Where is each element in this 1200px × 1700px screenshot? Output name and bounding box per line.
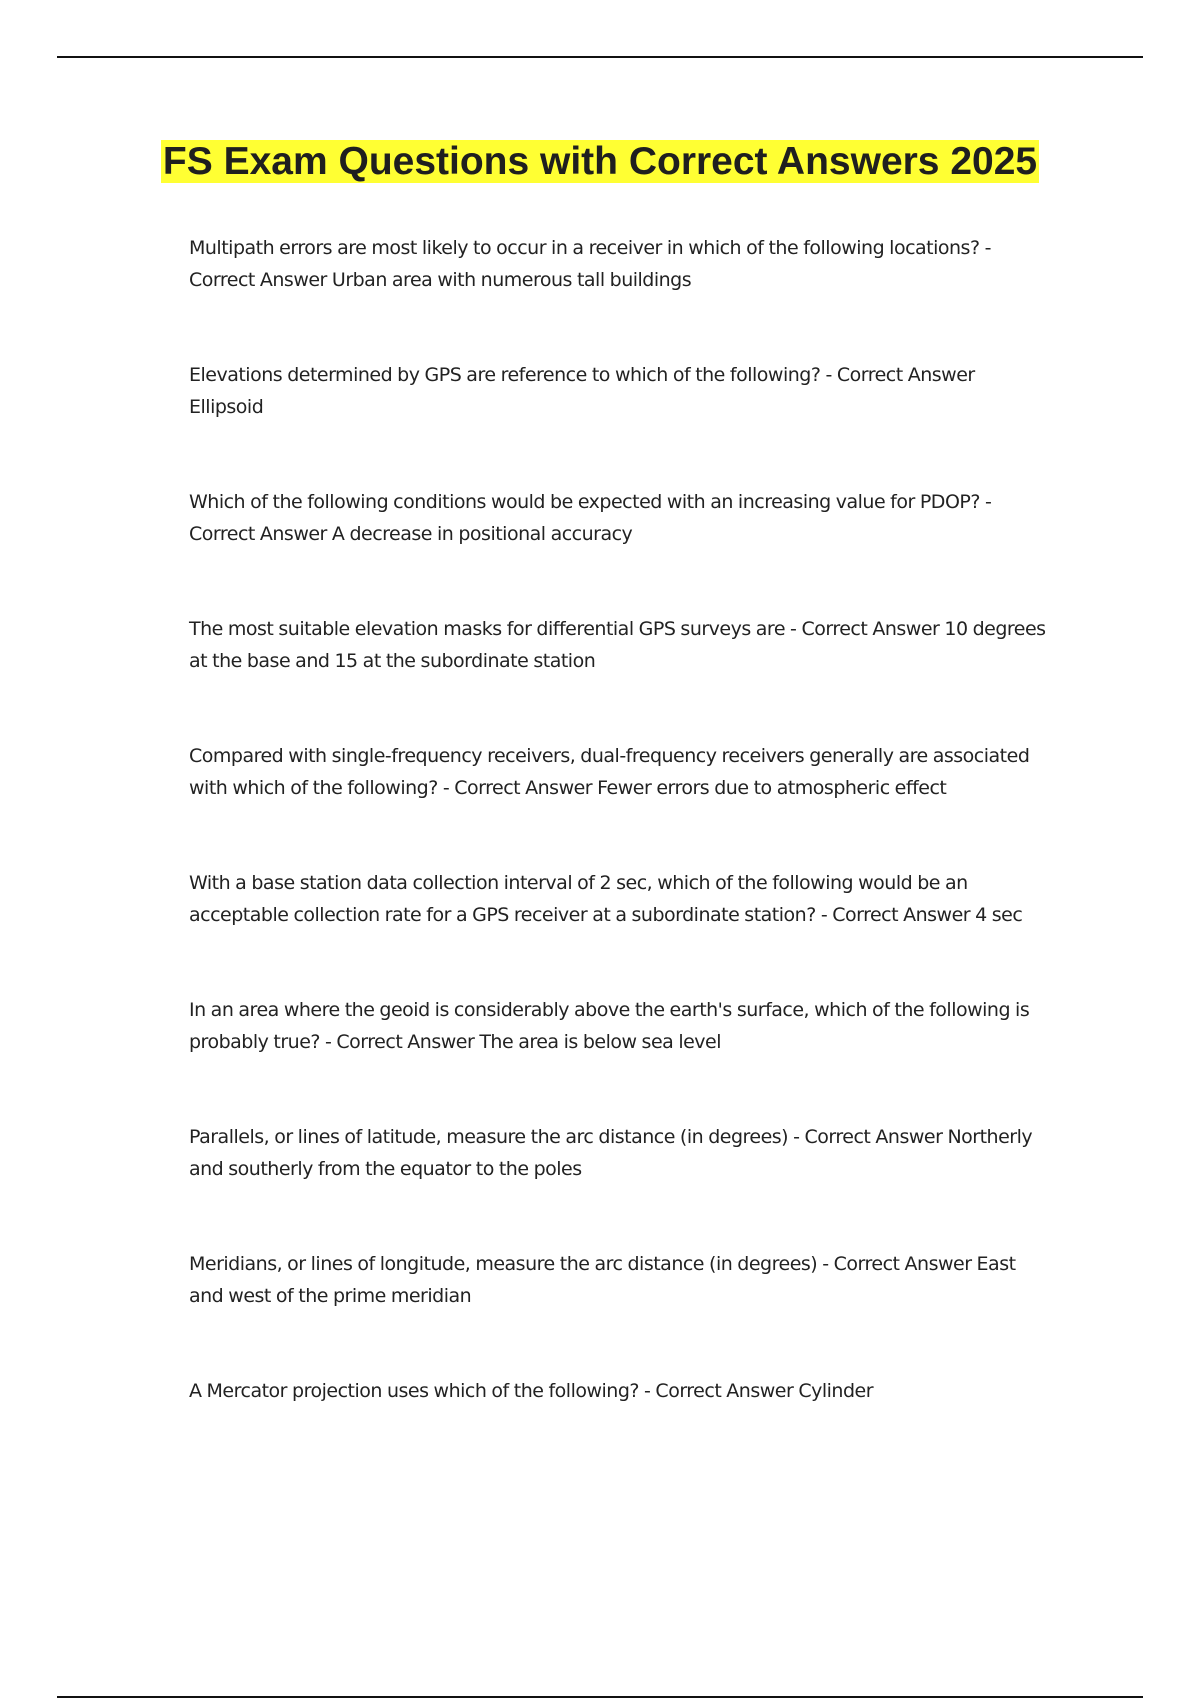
question-text: Which of the following conditions would be expected with an increasing value for PDOP? - Correct Answer A decrease in positional accuracy [189, 491, 992, 545]
question-text: Meridians, or lines of longitude, measure the arc distance (in degrees) - Correct Answer East and west of the prime meridian [189, 1253, 1016, 1307]
bottom-rule [57, 1696, 1143, 1698]
question-text: Multipath errors are most likely to occur in a receiver in which of the following locations? - Correct Answer Urban area with numerous tall buildings [189, 237, 991, 291]
document-title: FS Exam Questions with Correct Answers 2025 [162, 140, 1038, 183]
question-item [189, 867, 1049, 994]
question-text: Compared with single-frequency receivers, dual-frequency receivers generally are associated with which of the following? - Correct Answer Fewer errors due to atmospheric effect [189, 745, 1030, 799]
top-rule [57, 56, 1143, 58]
question-list [189, 232, 1049, 1502]
question-item [189, 740, 1049, 867]
question-text: In an area where the geoid is considerably above the earth's surface, which of the following is probably true? - Correct Answer The area is below sea level [189, 999, 1030, 1053]
question-item [189, 1248, 1049, 1375]
question-item [189, 994, 1049, 1121]
question-item [189, 359, 1049, 486]
title-block [100, 136, 1100, 195]
question-item [189, 613, 1049, 740]
question-text: The most suitable elevation masks for differential GPS surveys are - Correct Answer 10 degrees at the base and 15 at the subordinate station [189, 618, 1046, 672]
question-text: With a base station data collection interval of 2 sec, which of the following would be an acceptable collection rate for a GPS receiver at a subordinate station? - Correct Answer 4 sec [189, 872, 1023, 926]
question-text: A Mercator projection uses which of the following? - Correct Answer Cylinder [189, 1380, 874, 1402]
question-text: Parallels, or lines of latitude, measure the arc distance (in degrees) - Correct Answer Northerly and southerly from the equator to the poles [189, 1126, 1033, 1180]
question-item [189, 1375, 1049, 1502]
question-text: Elevations determined by GPS are reference to which of the following? - Correct Answer Ellipsoid [189, 364, 975, 418]
question-item [189, 486, 1049, 613]
question-item [189, 1121, 1049, 1248]
question-item [189, 232, 1049, 359]
